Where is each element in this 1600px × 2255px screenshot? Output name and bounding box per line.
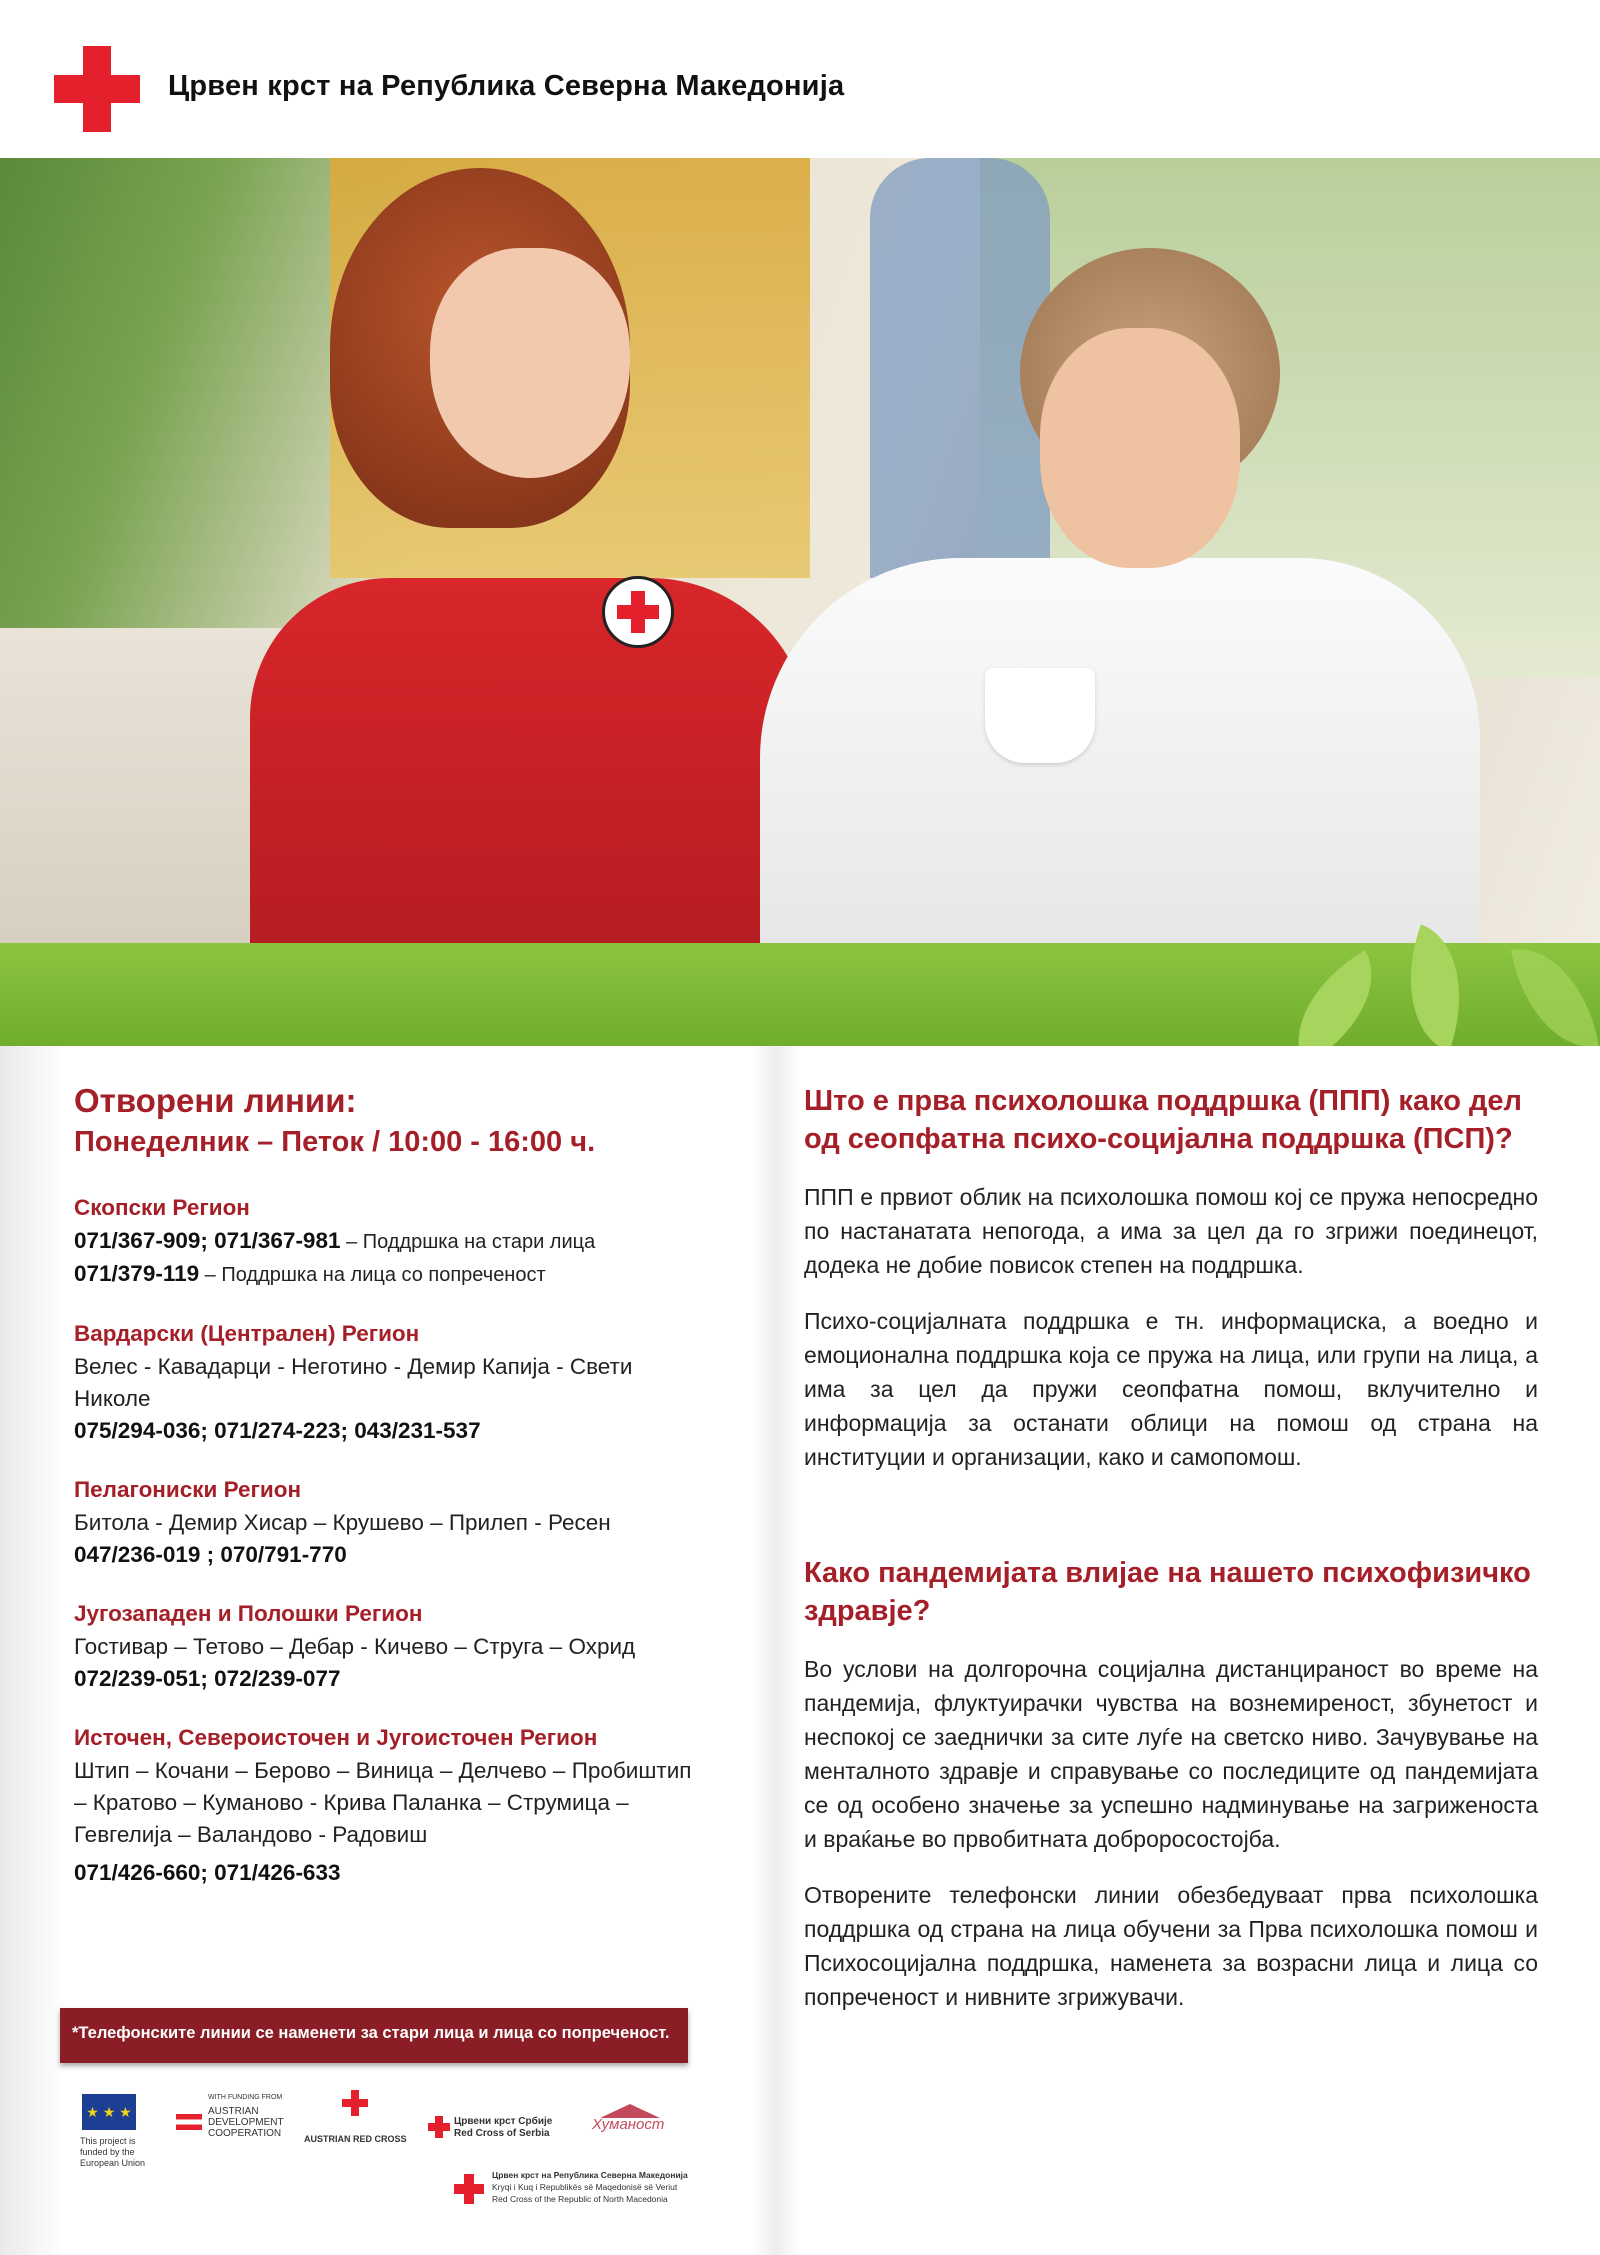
info-column bbox=[804, 1082, 1538, 2014]
paragraph-psp: Психо-социјалната поддршка е тн. информациска, а воедно и емоционална поддршка која се пружа на лица, или групи на лица, а има за цел да пружи сеопфатна помош, вклучително и информација за останати облици на помош од страна на институции и организации, како и самопомош. bbox=[804, 1308, 1538, 1470]
rcs-text-2: Red Cross of Serbia bbox=[454, 2128, 550, 2139]
phone-number[interactable]: 047/236-019 ; 070/791-770 bbox=[74, 1542, 347, 1567]
humanost-text: Хуманост bbox=[592, 2116, 665, 2133]
ada-top-text: WITH FUNDING FROM bbox=[208, 2094, 283, 2101]
region-vardar bbox=[74, 1321, 694, 1447]
phone-number[interactable]: 071/379-119 bbox=[74, 1261, 200, 1286]
red-cross-badge-icon bbox=[602, 576, 674, 648]
partner-logos bbox=[72, 2088, 692, 2238]
hotlines-column bbox=[74, 1082, 694, 1889]
region-name: Југозападен и Полошки Регион bbox=[74, 1601, 423, 1626]
organization-title: Црвен крст на Република Северна Македонија bbox=[168, 70, 845, 102]
serbia-red-cross-icon bbox=[428, 2116, 450, 2138]
heading-ppp: Што е прва психолошка поддршка (ППП) како дел од сеопфатна психо-социјална поддршка (ПСП)? bbox=[804, 1085, 1522, 1155]
region-southwest-polog bbox=[74, 1601, 694, 1695]
header bbox=[0, 0, 1600, 158]
arc-text: AUSTRIAN RED CROSS bbox=[304, 2134, 407, 2144]
eu-flag-icon: ★ ★ ★ bbox=[82, 2094, 136, 2130]
line-note: – Поддршка на стари лица bbox=[340, 1231, 596, 1253]
mk-text-2: Kryqi i Kuq i Republikës së Maqedonisë së Veriut bbox=[492, 2182, 678, 2192]
red-cross-logo bbox=[54, 46, 140, 132]
eu-funding-text: This project is funded by the European Union bbox=[80, 2136, 146, 2168]
notice-banner bbox=[60, 2008, 688, 2063]
region-name: Вардарски (Централен) Регион bbox=[74, 1321, 420, 1346]
region-towns: Штип – Кочани – Берово – Виница – Делчево – Пробиштип – Кратово – Куманово - Крива Паланка – Струмица – Гевгелија – Валандово - Радовиш bbox=[74, 1758, 692, 1847]
hotlines-title: Отворени линии: bbox=[74, 1082, 357, 1119]
line-note: – Поддршка на лица со попреченост bbox=[199, 1264, 546, 1286]
region-name: Пелагониски Регион bbox=[74, 1477, 302, 1502]
region-name: Скопски Регион bbox=[74, 1195, 250, 1220]
cup-icon bbox=[985, 668, 1095, 763]
working-hours: Понеделник – Петок / 10:00 - 16:00 ч. bbox=[74, 1126, 596, 1158]
austrian-red-cross-icon bbox=[342, 2090, 368, 2116]
paragraph-hotlines: Отворените телефонски линии обезбедуваат прва психолошка поддршка од страна на лица обучени за Прва психолошка помош и Психосоцијална поддршка, наменета за возрасни лица и лица со попреченост и нивните згрижувачи. bbox=[804, 1882, 1538, 2010]
region-pelagonia bbox=[74, 1477, 694, 1571]
austria-flag-icon bbox=[176, 2114, 202, 2130]
phone-line bbox=[74, 1225, 694, 1258]
region-towns: Гостивар – Тетово – Дебар - Кичево – Струга – Охрид bbox=[74, 1634, 636, 1659]
phone-number[interactable]: 075/294-036; 071/274-223; 043/231-537 bbox=[74, 1418, 481, 1443]
paragraph-ppp: ППП е првиот облик на психолошка помош кој се пружа непосредно по настанатата непогода, а има за цел да го згрижи поединецот, додека не добие повисок степен на поддршка. bbox=[804, 1184, 1538, 1278]
mk-text-1: Црвен крст на Република Северна Македонија bbox=[492, 2170, 688, 2180]
phone-number[interactable]: 071/426-660; 071/426-633 bbox=[74, 1860, 341, 1885]
phone-number[interactable]: 072/239-051; 072/239-077 bbox=[74, 1666, 341, 1691]
region-towns: Велес - Кавадарци - Неготино - Демир Капија - Свети Николе bbox=[74, 1354, 633, 1411]
rcs-text-1: Црвени крст Србије bbox=[454, 2116, 553, 2127]
region-towns: Битола - Демир Хисар – Крушево – Прилеп - Ресен bbox=[74, 1510, 611, 1535]
leaf-icon bbox=[1511, 938, 1599, 1058]
region-east bbox=[74, 1725, 694, 1889]
heading-pandemic: Како пандемијата влијае на нашето психофизичко здравје? bbox=[804, 1557, 1531, 1627]
region-skopje bbox=[74, 1195, 694, 1291]
leaf-icon bbox=[1383, 924, 1486, 1051]
phone-number[interactable]: 071/367-909; 071/367-981 bbox=[74, 1228, 341, 1253]
green-band bbox=[0, 943, 1600, 1046]
mk-text-3: Red Cross of the Republic of North Macedonia bbox=[492, 2194, 668, 2204]
notice-text: *Телефонските линии се наменети за стари лица и лица со попреченост. bbox=[72, 2024, 670, 2042]
region-name: Источен, Североисточен и Југоисточен Регион bbox=[74, 1725, 598, 1750]
ada-text: AUSTRIAN DEVELOPMENT COOPERATION bbox=[208, 2106, 284, 2139]
mk-red-cross-icon bbox=[454, 2174, 484, 2204]
phone-line bbox=[74, 1258, 694, 1291]
hero-photo bbox=[0, 158, 1600, 943]
paragraph-pandemic: Во услови на долгорочна социјална дистанцираност во време на пандемија, флуктуирачки чувства на вознемиреност, збунетост и неспокој се заеднички за сите луѓе на светско ниво. Зачувување на менталното здравје и справување со последиците од пандемијата се од особено значење за успешно надминување на загриженоста и враќање во првобитната доброросостојба. bbox=[804, 1656, 1538, 1852]
